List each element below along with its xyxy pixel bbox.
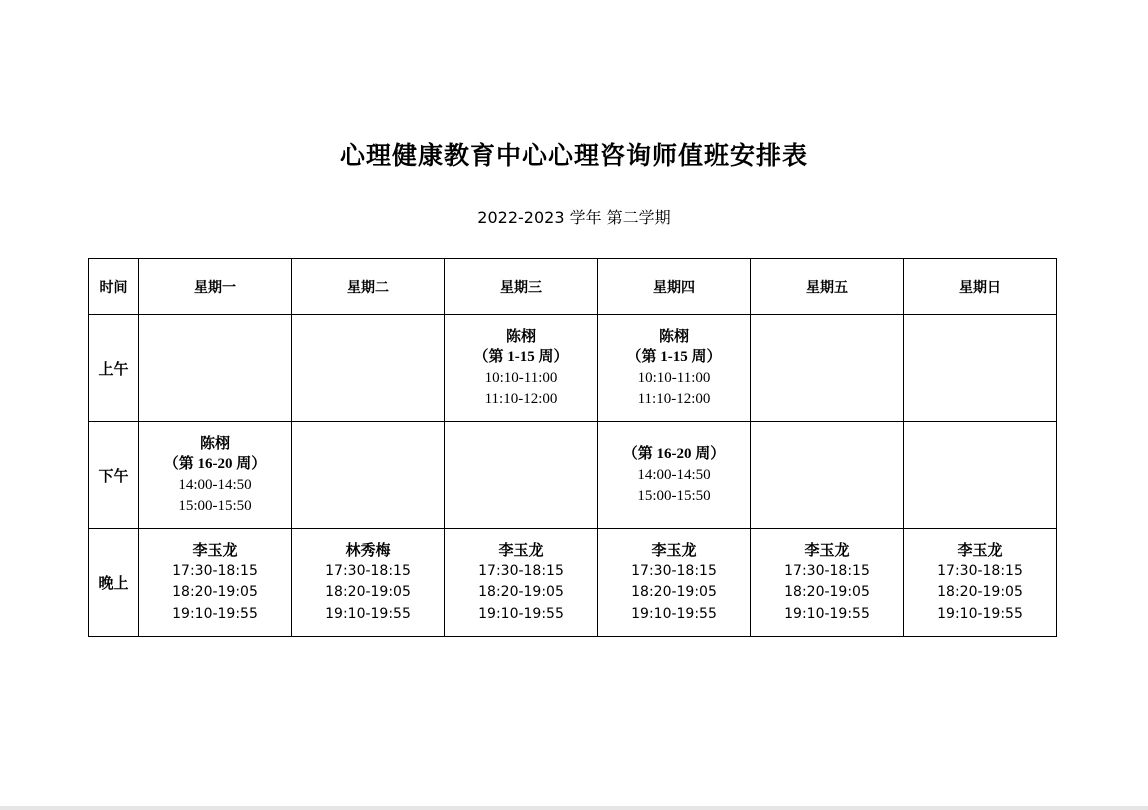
time-slot: 17:30-18:15	[478, 562, 564, 579]
cell-morning-sunday	[904, 315, 1057, 422]
cell-morning-friday	[751, 315, 904, 422]
duty-schedule-table	[88, 258, 1057, 637]
header-row	[89, 259, 1057, 315]
cell-morning-monday	[139, 315, 292, 422]
counselor-name: 李玉龙	[804, 540, 850, 559]
time-slot: 17:30-18:15	[937, 562, 1023, 579]
time-slot: 15:00-15:50	[178, 498, 252, 514]
time-slot: 19:10-19:55	[172, 605, 258, 622]
time-slot: 18:20-19:05	[631, 584, 717, 601]
time-slot: 11:10-12:00	[637, 391, 711, 407]
time-slot: 17:30-18:15	[325, 562, 411, 579]
time-slot: 15:00-15:50	[637, 487, 711, 504]
counselor-name: 李玉龙	[498, 540, 544, 559]
counselor-name: 陈栩	[199, 434, 230, 452]
time-slot: 19:10-19:55	[478, 605, 564, 622]
counselor-name: 李玉龙	[192, 540, 238, 559]
morning-row	[89, 315, 1057, 422]
period-afternoon: 下午	[89, 422, 139, 529]
time-slot: 11:10-12:00	[484, 391, 558, 407]
week-range: （第 1-15 周）	[473, 349, 569, 365]
header-time: 时间	[89, 259, 139, 315]
time-slot: 19:10-19:55	[937, 605, 1023, 622]
header-tuesday: 星期二	[292, 259, 445, 315]
week-range: （第 16-20 周）	[163, 456, 267, 472]
cell-afternoon-thursday	[598, 422, 751, 529]
page-bottom-edge	[0, 806, 1148, 810]
cell-evening-sunday	[904, 529, 1057, 637]
time-slot: 10:10-11:00	[484, 370, 558, 386]
cell-afternoon-friday	[751, 422, 904, 529]
header-sunday: 星期日	[904, 259, 1057, 315]
cell-evening-tuesday	[292, 529, 445, 637]
time-slot: 19:10-19:55	[325, 605, 411, 622]
time-slot: 14:00-14:50	[178, 477, 252, 493]
time-slot: 19:10-19:55	[631, 605, 717, 622]
cell-afternoon-sunday	[904, 422, 1057, 529]
semester-subtitle: 2022-2023 学年 第二学期	[477, 208, 671, 227]
time-slot: 17:30-18:15	[784, 562, 870, 579]
cell-evening-wednesday	[445, 529, 598, 637]
cell-morning-wednesday	[445, 315, 598, 422]
cell-morning-thursday	[598, 315, 751, 422]
counselor-name: 李玉龙	[651, 540, 697, 559]
time-slot: 14:00-14:50	[637, 466, 711, 483]
period-morning: 上午	[89, 315, 139, 422]
time-slot: 19:10-19:55	[784, 605, 870, 622]
header-wednesday: 星期三	[445, 259, 598, 315]
week-range: （第 16-20 周）	[622, 445, 726, 462]
week-range: （第 1-15 周）	[626, 349, 722, 365]
cell-evening-thursday	[598, 529, 751, 637]
time-slot: 18:20-19:05	[784, 584, 870, 601]
cell-afternoon-monday	[139, 422, 292, 529]
cell-afternoon-wednesday	[445, 422, 598, 529]
time-slot: 17:30-18:15	[631, 562, 717, 579]
time-slot: 18:20-19:05	[937, 584, 1023, 601]
evening-row	[89, 529, 1057, 637]
time-slot: 18:20-19:05	[325, 584, 411, 601]
header-monday: 星期一	[139, 259, 292, 315]
time-slot: 17:30-18:15	[172, 562, 258, 579]
counselor-name: 李玉龙	[957, 540, 1003, 559]
cell-morning-tuesday	[292, 315, 445, 422]
cell-evening-monday	[139, 529, 292, 637]
time-slot: 18:20-19:05	[478, 584, 564, 601]
header-thursday: 星期四	[598, 259, 751, 315]
period-evening: 晚上	[89, 529, 139, 637]
counselor-name: 林秀梅	[345, 540, 391, 559]
cell-evening-friday	[751, 529, 904, 637]
page-title: 心理健康教育中心心理咨询师值班安排表	[339, 141, 808, 170]
cell-afternoon-tuesday	[292, 422, 445, 529]
afternoon-row	[89, 422, 1057, 529]
time-slot: 10:10-11:00	[637, 370, 711, 386]
time-slot: 18:20-19:05	[172, 584, 258, 601]
counselor-name: 陈栩	[658, 327, 689, 345]
counselor-name: 陈栩	[505, 327, 536, 345]
header-friday: 星期五	[751, 259, 904, 315]
